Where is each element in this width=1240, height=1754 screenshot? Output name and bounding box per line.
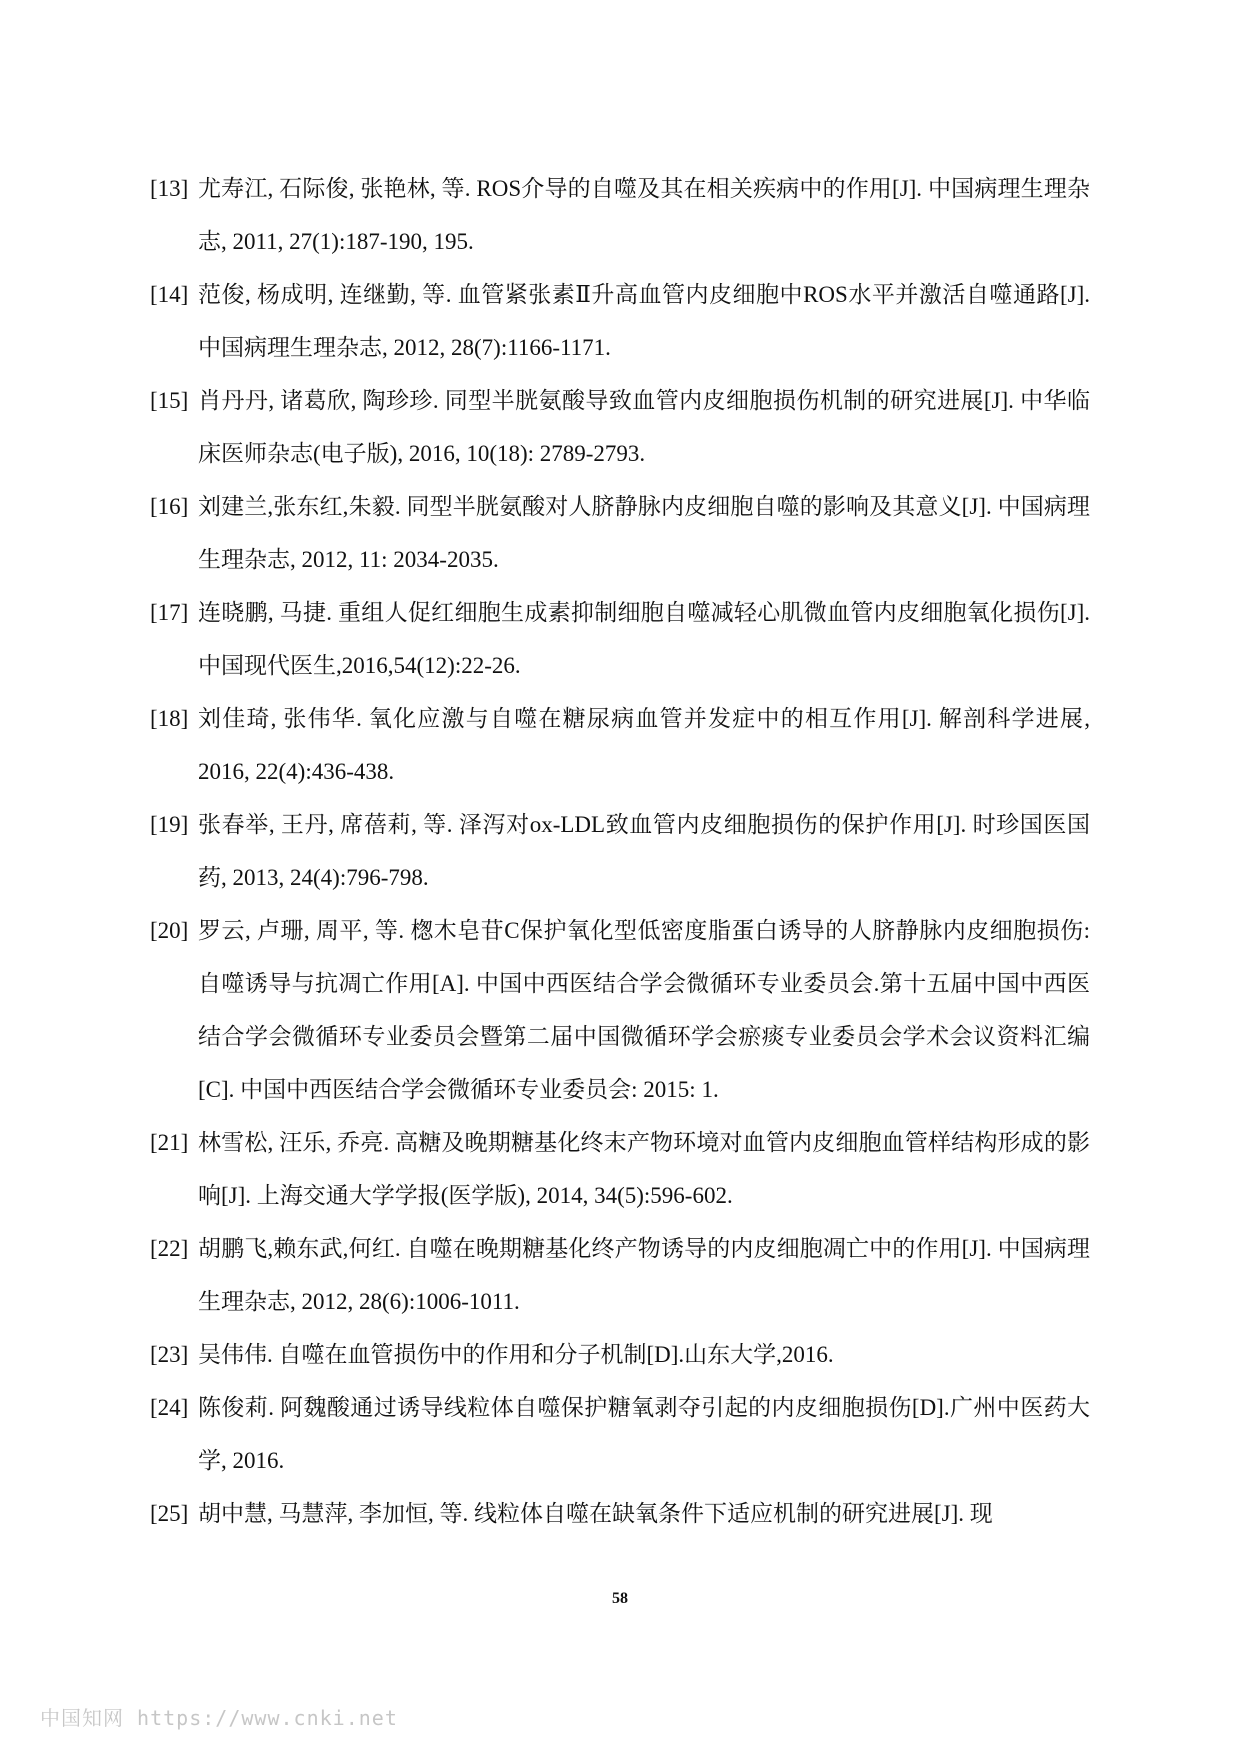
reference-number: [15] [150, 388, 189, 413]
reference-text: 胡鹏飞,赖东武,何红. 自噬在晚期糖基化终产物诱导的内皮细胞凋亡中的作用[J]. 中国病理生理杂志, 2012, 28(6):1006-1011. [198, 1236, 1090, 1314]
reference-item [150, 798, 1090, 904]
reference-number: [23] [150, 1342, 189, 1367]
reference-text: 林雪松, 汪乐, 乔亮. 高糖及晚期糖基化终末产物环境对血管内皮细胞血管样结构形成的影响[J]. 上海交通大学学报(医学版), 2014, 34(5):596-602. [198, 1130, 1090, 1208]
reference-number: [17] [150, 600, 189, 625]
reference-text: 刘佳琦, 张伟华. 氧化应激与自噬在糖尿病血管并发症中的相互作用[J]. 解剖科学进展, 2016, 22(4):436-438. [198, 706, 1090, 784]
reference-text: 吴伟伟. 自噬在血管损伤中的作用和分子机制[D].山东大学,2016. [198, 1342, 834, 1367]
reference-item [150, 1328, 1090, 1381]
reference-text: 陈俊莉. 阿魏酸通过诱导线粒体自噬保护糖氧剥夺引起的内皮细胞损伤[D].广州中医药大学, 2016. [198, 1395, 1090, 1473]
reference-text: 张春举, 王丹, 席蓓莉, 等. 泽泻对ox-LDL致血管内皮细胞损伤的保护作用[J]. 时珍国医国药, 2013, 24(4):796-798. [198, 812, 1090, 890]
reference-item [150, 904, 1090, 1116]
reference-text: 连晓鹏, 马捷. 重组人促红细胞生成素抑制细胞自噬减轻心肌微血管内皮细胞氧化损伤[J]. 中国现代医生,2016,54(12):22-26. [198, 600, 1090, 678]
reference-list [150, 162, 1090, 1540]
reference-text: 刘建兰,张东红,朱毅. 同型半胱氨酸对人脐静脉内皮细胞自噬的影响及其意义[J]. 中国病理生理杂志, 2012, 11: 2034-2035. [198, 494, 1090, 572]
reference-number: [22] [150, 1236, 189, 1261]
reference-item [150, 162, 1090, 268]
reference-item [150, 1487, 1090, 1540]
reference-text: 罗云, 卢珊, 周平, 等. 楤木皂苷C保护氧化型低密度脂蛋白诱导的人脐静脉内皮细胞损伤: 自噬诱导与抗凋亡作用[A]. 中国中西医结合学会微循环专业委员会.第十五届中国中西医结合学会微循环专业委员会暨第二届中国微循环学会瘀痰专业委员会学术会议资料汇编[C]. 中国中西医结合学会微循环专业委员会: 2015: 1. [198, 918, 1090, 1102]
reference-number: [14] [150, 282, 189, 307]
reference-number: [19] [150, 812, 189, 837]
reference-item [150, 374, 1090, 480]
reference-text: 范俊, 杨成明, 连继勤, 等. 血管紧张素Ⅱ升高血管内皮细胞中ROS水平并激活自噬通路[J]. 中国病理生理杂志, 2012, 28(7):1166-1171. [198, 282, 1090, 360]
reference-item [150, 480, 1090, 586]
reference-text: 胡中慧, 马慧萍, 李加恒, 等. 线粒体自噬在缺氧条件下适应机制的研究进展[J]. 现 [198, 1501, 993, 1526]
reference-number: [16] [150, 494, 189, 519]
reference-item [150, 268, 1090, 374]
page-number: 58 [612, 1590, 628, 1607]
reference-item [150, 692, 1090, 798]
reference-text: 肖丹丹, 诸葛欣, 陶珍珍. 同型半胱氨酸导致血管内皮细胞损伤机制的研究进展[J]. 中华临床医师杂志(电子版), 2016, 10(18): 2789-2793. [198, 388, 1090, 466]
reference-number: [13] [150, 176, 189, 201]
reference-text: 尤寿江, 石际俊, 张艳林, 等. ROS介导的自噬及其在相关疾病中的作用[J]. 中国病理生理杂志, 2011, 27(1):187-190, 195. [198, 176, 1090, 254]
reference-number: [18] [150, 706, 189, 731]
watermark: 中国知网 https://www.cnki.net [40, 1706, 398, 1730]
reference-number: [25] [150, 1501, 189, 1526]
reference-number: [24] [150, 1395, 189, 1420]
reference-item [150, 586, 1090, 692]
reference-number: [21] [150, 1130, 189, 1155]
reference-item [150, 1381, 1090, 1487]
reference-number: [20] [150, 918, 189, 943]
reference-item [150, 1222, 1090, 1328]
reference-item [150, 1116, 1090, 1222]
